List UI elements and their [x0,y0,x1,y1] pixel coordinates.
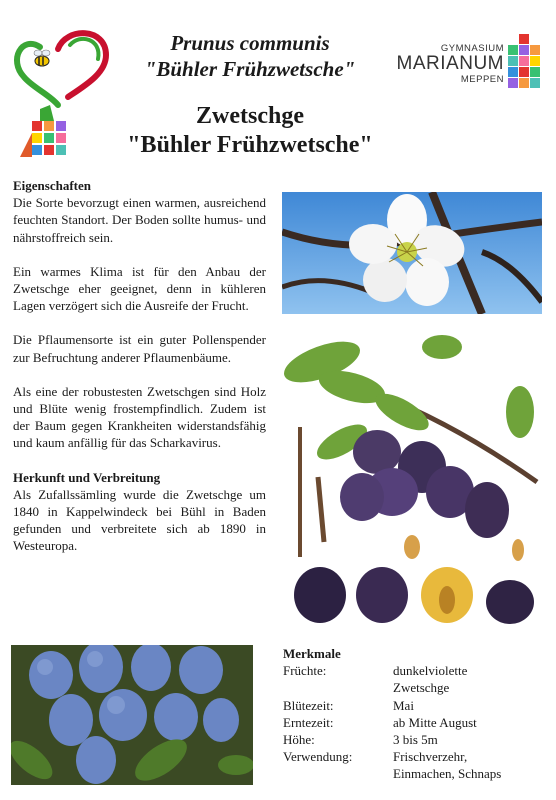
merkmal-label: Blütezeit: [283,697,334,713]
heading-eigenschaften: Eigenschaften [13,178,91,193]
plum-botanical-illustration [282,332,542,630]
merkmal-row [283,731,501,748]
school-top-line: GYMNASIUM [440,43,504,54]
school-city: MEPPEN [460,74,504,85]
merkmale-section [283,645,543,783]
merkmale-table [283,662,501,782]
heading-herkunft: Herkunft und Verbreitung [13,469,161,485]
plum-blossom-photo [282,192,542,314]
german-title-line1: Zwetschge [196,103,304,129]
heading-merkmale: Merkmale [283,646,341,661]
german-title-line2: "Bühler Frühzwetsche" [127,132,373,158]
paragraph-robustheit: Als eine der robustesten Zwetschgen sind Holz und Blüte wenig frostempfindlich. Zudem ist der Baum gegen Krankheiten widerstandsfähig und kaum anfällig für das Scharkavirus. [13,383,266,451]
main-text [13,177,266,572]
merkmal-label: Höhe: [283,732,315,748]
school-wordmark [384,43,504,85]
merkmal-label: Erntezeit: [283,714,334,730]
merkmal-label: Verwendung: [283,749,353,765]
merkmal-value: ab Mitte August [393,714,477,730]
latin-title-line2: "Bühler Frühzwetsche" [144,57,356,81]
merkmal-row [283,748,501,782]
plums-on-branch-photo [11,645,253,785]
german-title [100,102,400,160]
school-cube-icon [508,34,542,90]
paragraph-klima: Ein warmes Klima ist für den Anbau der Zwetschge eher geeignet, denn in kühleren Lagen verzögert sich die Ausreife der Frucht. [13,263,266,314]
merkmal-label: Früchte: [283,663,327,679]
merkmal-row [283,662,501,696]
latin-title [100,30,400,82]
paragraph-pollenspender: Die Pflaumensorte ist ein guter Pollenspender zur Befruchtung anderer Pflaumenbäume. [13,332,266,365]
paragraph-standort: Die Sorte bevorzugt einen warmen, ausreichend feuchten Standort. Der Boden sollte humus- und nährstoffreich sein. [13,195,266,245]
merkmal-value: Mai [393,697,414,713]
merkmal-value: Frischverzehr, Einmachen, Schnaps [393,749,502,782]
merkmal-row [283,714,501,731]
merkmal-row [283,697,501,714]
merkmal-value: 3 bis 5m [393,732,438,748]
merkmal-value: dunkelviolette Zwetschge [393,663,468,696]
paragraph-herkunft: Als Zufallssämling wurde die Zwetschge um 1840 in Kappelwindeck bei Bühl in Baden gefunden und verbreitete sich ab 1890 in Westeuropa. [13,486,266,554]
latin-title-line1: Prunus communis [170,31,330,55]
school-name: MARIANUM [396,53,504,74]
